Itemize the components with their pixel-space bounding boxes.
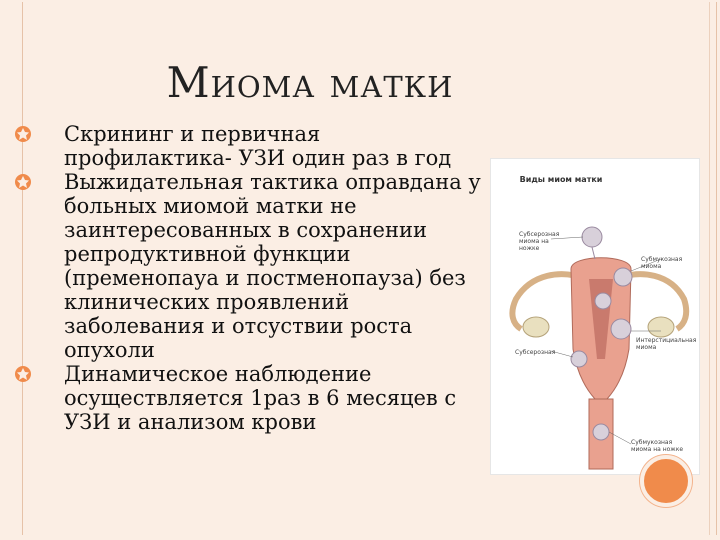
- bullet-text: Скрининг и первичная профилактика- УЗИ один раз в год: [64, 122, 452, 170]
- slide-title: Миома матки: [166, 58, 454, 107]
- bullet-text: Динамическое наблюдение осуществляется 1раз в 6 месяцев с УЗИ и анализом крови: [64, 362, 457, 434]
- ribbon-bullet-icon: [14, 173, 32, 191]
- decorative-circle: [640, 455, 692, 507]
- label-submucous-pedunculated: Субмукозная миома на ножке: [631, 439, 684, 453]
- label-subserous: Субсерозная: [515, 349, 556, 356]
- uterus-drawing: [491, 159, 699, 474]
- bullet-list: [14, 122, 484, 434]
- label-subserous-pedunculated: Субсерозная миома на ножке: [519, 231, 560, 252]
- bullet-text: Выжидательная тактика оправдана у больных миомой матки не заинтересованных в сохранении репродуктивной функции (пременопауа и постменопауза) без клинических проявлений заболевания и отсуствии роста опухоли: [64, 170, 481, 362]
- frame-line: [709, 2, 710, 535]
- label-submucous: Субмукозная миома: [641, 256, 683, 270]
- bullet-item: [14, 122, 484, 170]
- bullet-item: [14, 170, 484, 362]
- figure-title: Виды миом матки: [519, 175, 603, 184]
- uterus-illustration: [490, 158, 700, 475]
- ribbon-bullet-icon: [14, 125, 32, 143]
- label-intramural: Интерстициальная миома: [636, 337, 697, 351]
- bullet-item: [14, 362, 484, 434]
- ribbon-bullet-icon: [14, 365, 32, 383]
